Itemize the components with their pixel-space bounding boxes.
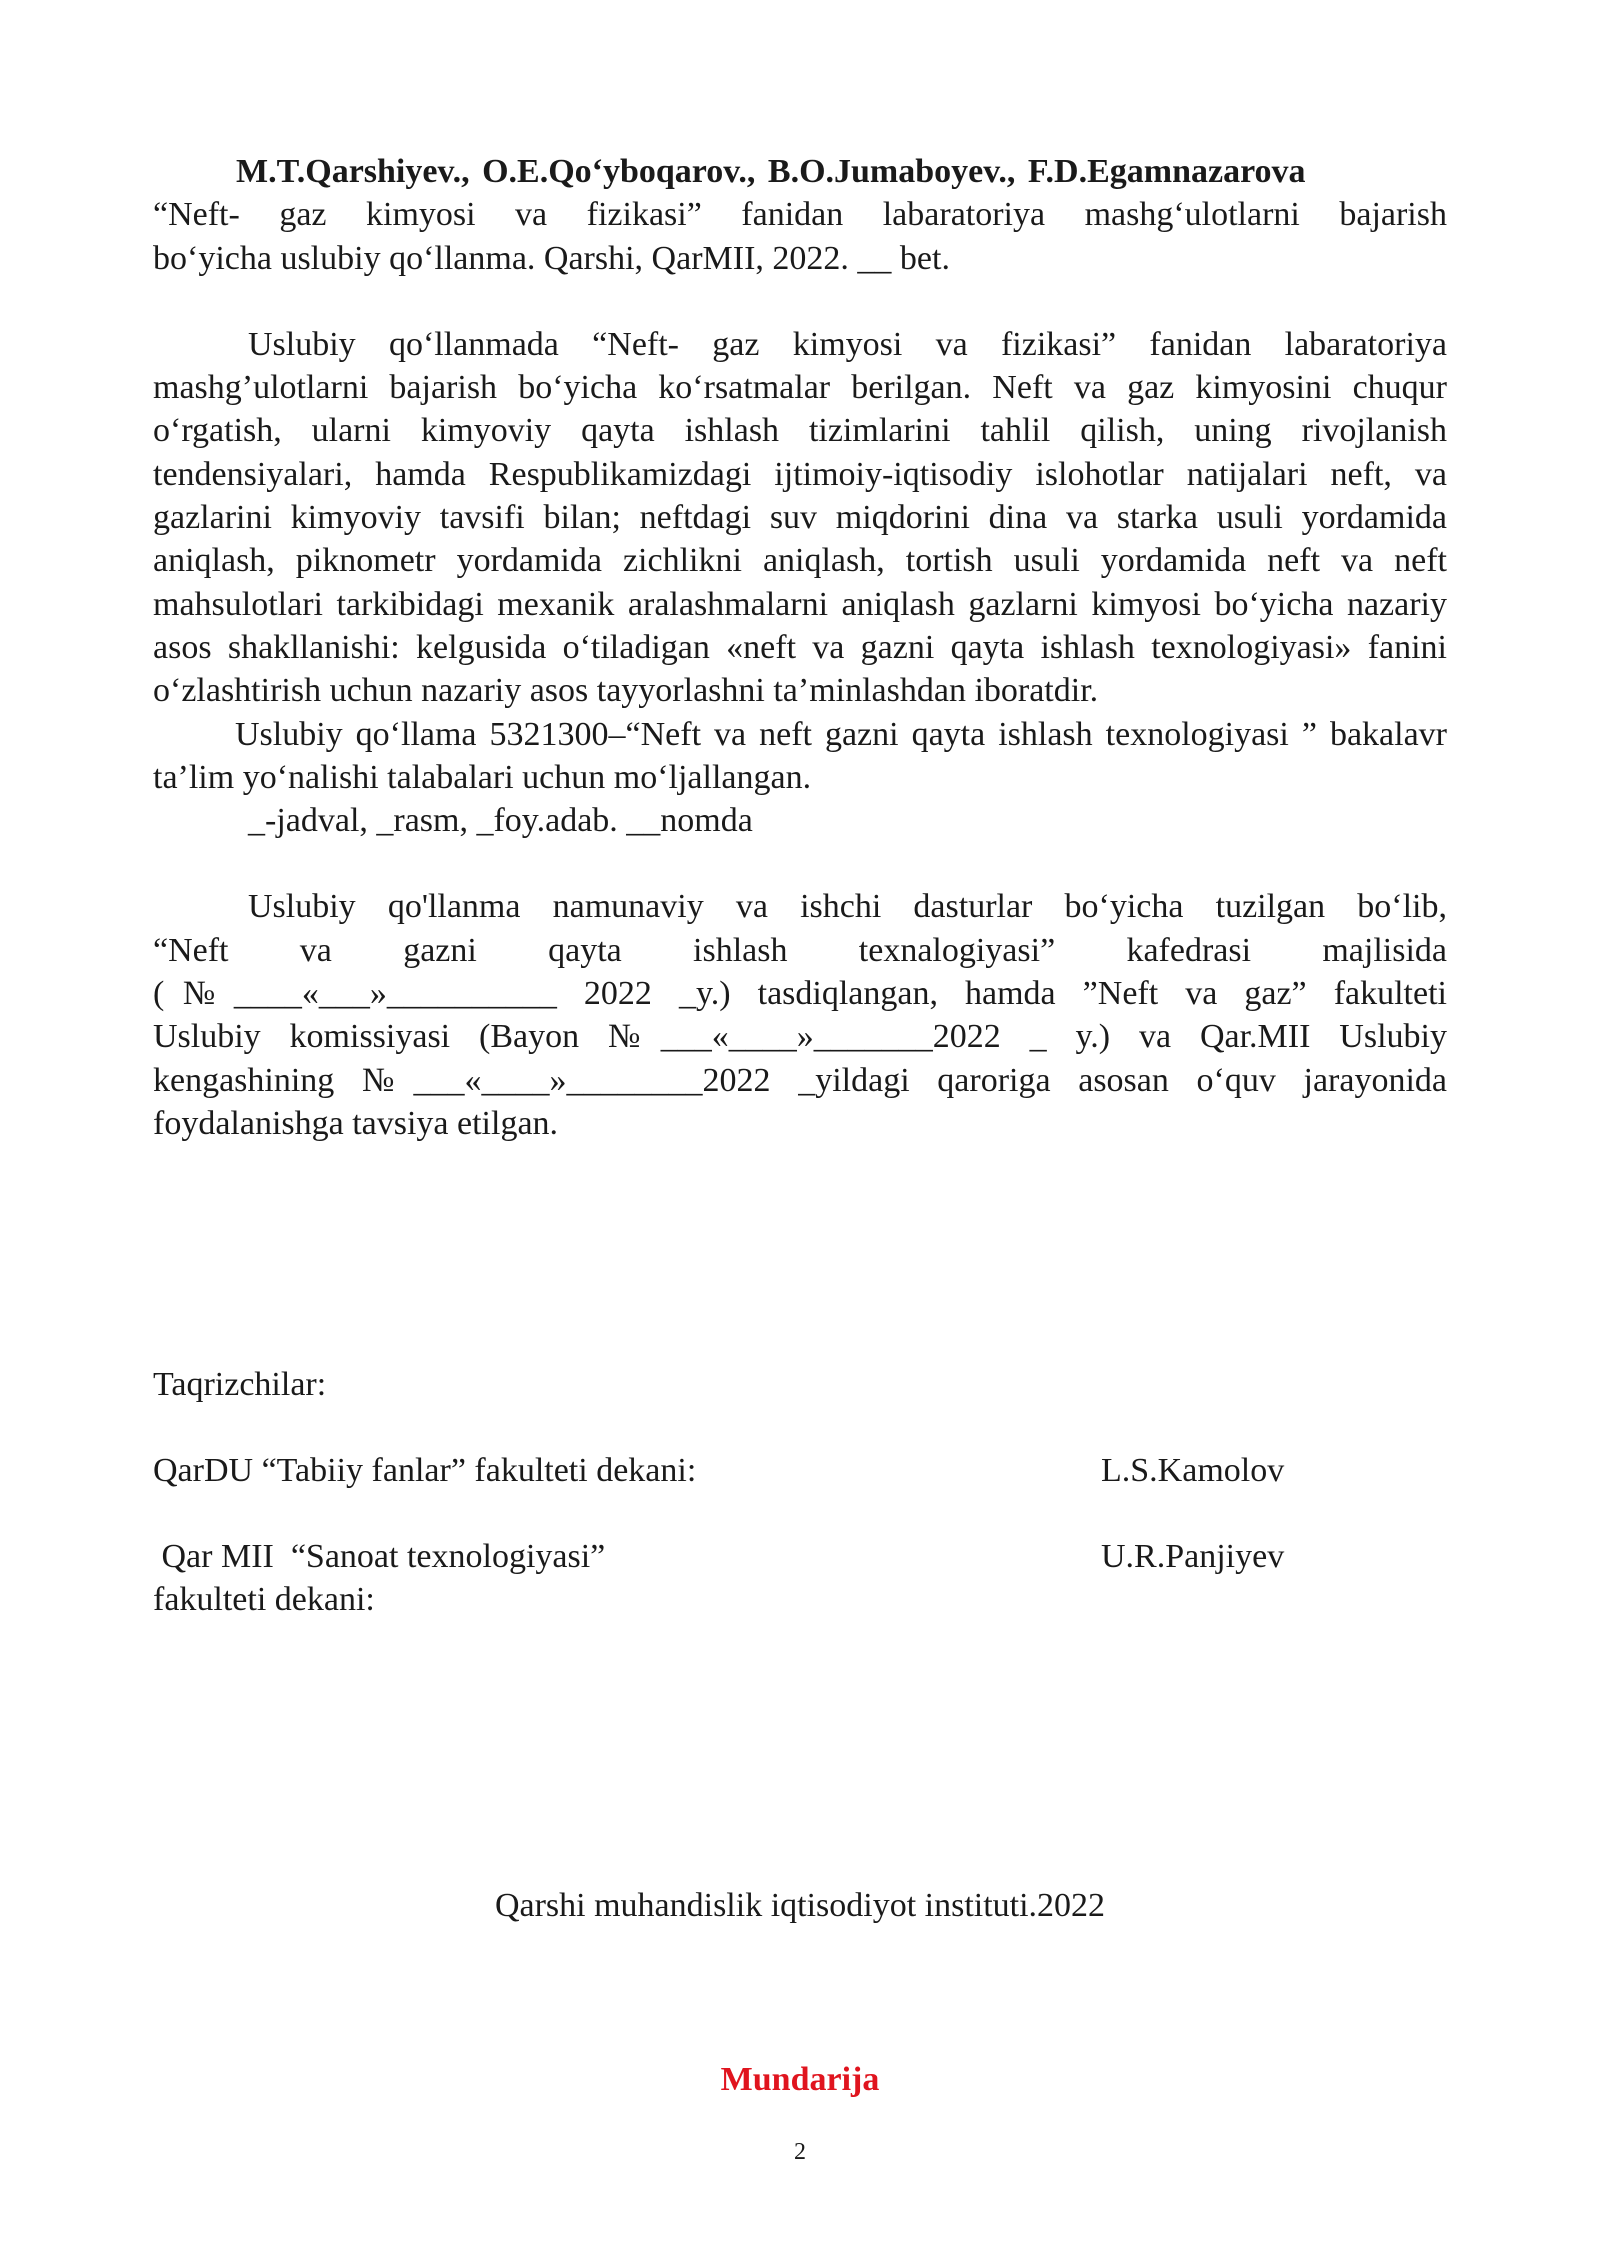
spacer (153, 1406, 1447, 1449)
counts-line: _-jadval, _rasm, _foy.adab. __nomda (248, 802, 753, 840)
audience-paragraph: Uslubiy qo‘llama 5321300–“Neft va neft gazni qayta ishlash texnologiyasi ” bakalavr ta’lim yo‘nalishi talabalari uchun mo‘ljallangan. (153, 715, 1447, 796)
reviewer-row (153, 1449, 1447, 1492)
abstract-paragraph: Uslubiy qo‘llanmada “Neft- gaz kimyosi va fizikasi” fanidan labaratoriya mashg’ulotlarni bajarish bo‘yicha ko‘rsatmalar berilgan. Neft va gaz kimyosini chuqur o‘rgatish, ularni kimyoviy qayta ishlash tizimlarini tahlil qilish, uning rivojlanish tendensiyalari, hamda Respublikamizdagi ijtimoiy-iqtisodiy islohotlar natijalari neft, va gazlarini kimyoviy tavsifi bilan; neftdagi suv miqdorini dina va starka usuli yordamida aniqlash, piknometr yordamida zichlikni aniqlash, tortish usuli yordamida neft va neft mahsulotlari tarkibidagi mexanik aralashmalarni aniqlash gazlarni kimyosi bo‘yicha nazariy asos shakllanishi: kelgusida o‘tiladigan «neft va gazni qayta ishlash texnologiyasi» fanini o‘zlashtirish uchun nazariy asos tayyorlashni ta’minlashdan iboratdir. (153, 325, 1447, 710)
approval-line-1: Uslubiy qo'llanma namunaviy va ishchi dasturlar bo‘yicha tuzilgan bo‘lib, (248, 888, 1447, 926)
page-number: 2 (794, 2139, 806, 2165)
approval-line-2: “Neft va gazni qayta ishlash texnalogiyasi” kafedrasi majlisida (153, 931, 1447, 969)
approval-line-3: (№____«___»__________ 2022 _y.) tasdiqlangan, hamda ”Neft va gaz” fakulteti (153, 975, 1447, 1013)
spacer (153, 280, 1447, 323)
spacer (153, 1492, 1447, 1535)
authors-line: M.T.Qarshiyev., O.E.Qo‘yboqarov., B.O.Jumaboyev., F.D.Egamnazarova (236, 153, 1306, 190)
approval-line-5: kengashining №___«____»________2022 _yildagi qaroriga asosan o‘quv jarayonida (153, 1061, 1447, 1099)
citation-line-2: bo‘yicha uslubiy qo‘llanma. Qarshi, QarMII, 2022. __ bet. (153, 239, 950, 277)
citation-line-1: “Neft- gaz kimyosi va fizikasi” fanidan labaratoriya mashg‘ulotlarni bajarish (153, 196, 1447, 234)
reviewer-position: Qar MII “Sanoat texnologiyasi” (153, 1538, 606, 1576)
reviewers-heading: Taqrizchilar: (153, 1366, 327, 1403)
reviewer-position: QarDU “Tabiiy fanlar” fakulteti dekani: (153, 1452, 697, 1490)
reviewer-name: U.R.Panjiyev (1101, 1538, 1285, 1576)
reviewer-position-continued: fakulteti dekani: (153, 1581, 375, 1619)
reviewers-section (153, 1363, 1447, 1622)
approval-line-6: foydalanishga tavsiya etilgan. (153, 1104, 559, 1142)
toc-heading: Mundarija (720, 2061, 880, 2098)
spacer (153, 842, 1447, 885)
institute-line: Qarshi muhandislik iqtisodiyot instituti.2022 (494, 1887, 1106, 1924)
approval-line-4: Uslubiy komissiyasi (Bayon №___«____»_______2022 _ y.) va Qar.MII Uslubiy (153, 1018, 1447, 1056)
reviewer-row (153, 1535, 1447, 1578)
main-content (153, 150, 1447, 1145)
reviewer-name: L.S.Kamolov (1101, 1452, 1285, 1490)
